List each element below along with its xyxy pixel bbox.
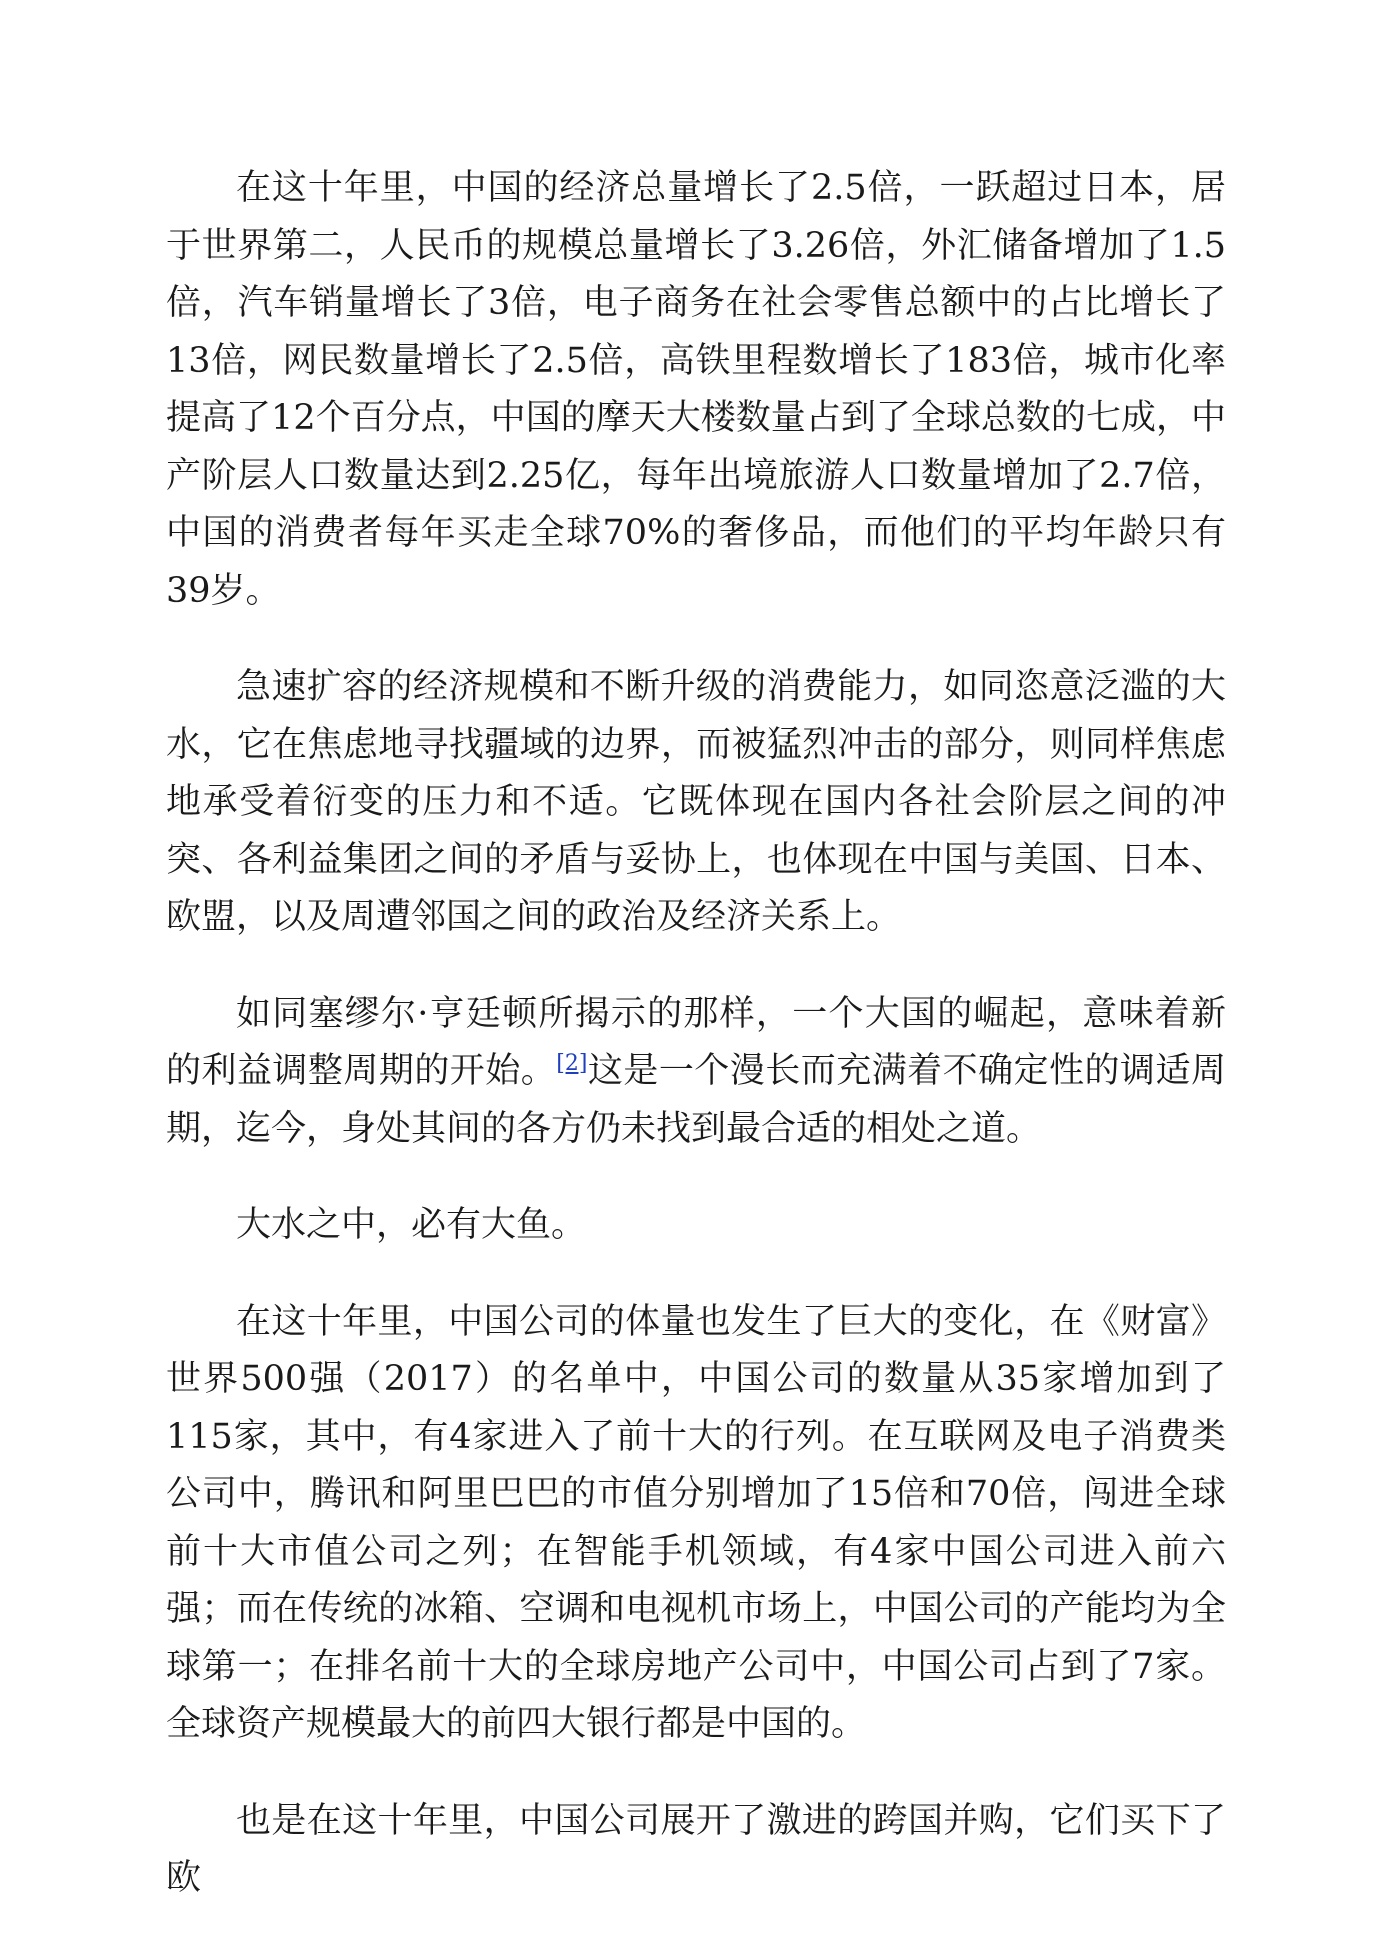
paragraph-2: 急速扩容的经济规模和不断升级的消费能力，如同恣意泛滥的大水，它在焦虑地寻找疆域的边界，而被猛烈冲击的部分，则同样焦虑地承受着衍变的压力和不适。它既体现在国内各社会阶层之间的冲突、各利益集团之间的矛盾与妥协上，也体现在中国与美国、日本、欧盟，以及周遭邻国之间的政治及经济关系上。 — [166, 667, 1226, 937]
paragraph-6: 也是在这十年里，中国公司展开了激进的跨国并购，它们买下了欧 — [166, 1800, 1226, 1898]
paragraph-3 — [166, 986, 1226, 1159]
paragraph-3-text-after: 这是一个漫长而充满着不确定性的调适周期，迄今，身处其间的各方仍未找到最合适的相处之道。 — [166, 1051, 1226, 1149]
paragraph-5: 在这十年里，中国公司的体量也发生了巨大的变化，在《财富》世界500强（2017）的名单中，中国公司的数量从35家增加到了115家，其中，有4家进入了前十大的行列。在互联网及电子消费类公司中，腾讯和阿里巴巴的市值分别增加了15倍和70倍，闯进全球前十大市值公司之列；在智能手机领域，有4家中国公司进入前六强；而在传统的冰箱、空调和电视机市场上，中国公司的产能均为全球第一；在排名前十大的全球房地产公司中，中国公司占到了7家。全球资产规模最大的前四大银行都是中国的。 — [166, 1301, 1226, 1744]
paragraph-4: 大水之中，必有大鱼。 — [236, 1205, 587, 1245]
paragraph-3-text-before: 如同塞缪尔·亨廷顿所揭示的那样，一个大国的崛起，意味着新的利益调整周期的开始。 — [166, 993, 1226, 1091]
body-text — [166, 160, 1226, 1947]
paragraph-1: 在这十年里，中国的经济总量增长了2.5倍，一跃超过日本，居于世界第二，人民币的规模总量增长了3.26倍，外汇储备增加了1.5倍，汽车销量增长了3倍，电子商务在社会零售总额中的占比增长了13倍，网民数量增长了2.5倍，高铁里程数增长了183倍，城市化率提高了12个百分点，中国的摩天大楼数量占到了全球总数的七成，中产阶层人口数量达到2.25亿，每年出境旅游人口数量增加了2.7倍，中国的消费者每年买走全球70%的奢侈品，而他们的平均年龄只有39岁。 — [166, 168, 1226, 611]
footnote-link[interactable]: [2] — [556, 1051, 588, 1076]
